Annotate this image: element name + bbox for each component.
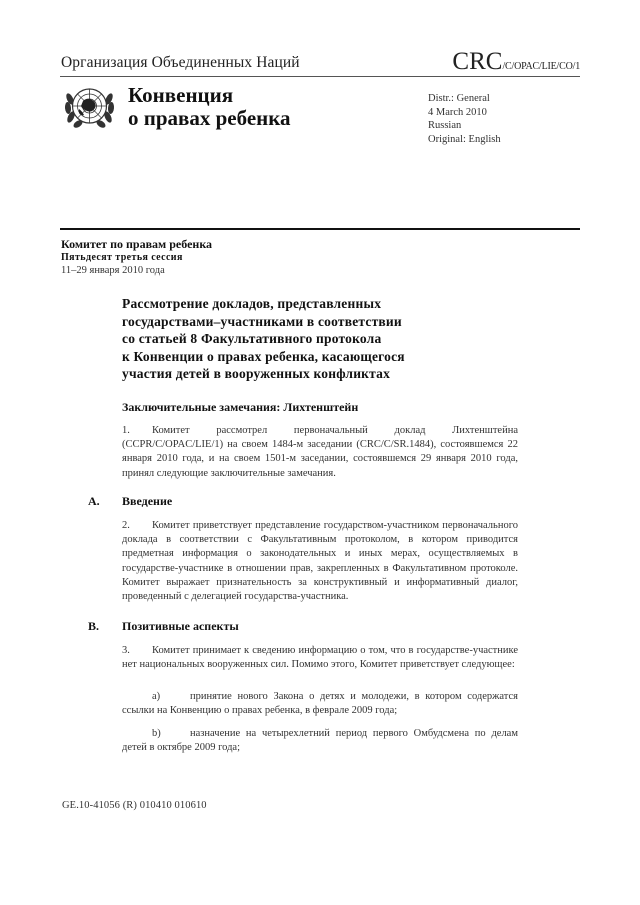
session-dates: 11–29 января 2010 года [61, 265, 165, 276]
title-line: государствами–участниками в соответствии [122, 313, 402, 329]
section-b-letter: B. [88, 619, 100, 633]
symbol-main: CRC [452, 48, 503, 75]
job-number: GE.10-41056 (R) 010410 010610 [62, 800, 207, 811]
section-a-letter: A. [88, 494, 100, 508]
list-item-label: b) [152, 728, 161, 739]
distribution-block [428, 92, 501, 146]
session-name: Пятьдесят третья сессия [61, 252, 183, 263]
title-line: участия детей в вооруженных конфликтах [122, 366, 391, 381]
document-title [122, 295, 405, 383]
document-subtitle: Заключительные замечания: Лихтенштейн [122, 400, 359, 414]
paragraph-1 [122, 424, 518, 481]
paragraph-number: 1. [122, 425, 130, 436]
organization-name: Организация Объединенных Наций [61, 54, 300, 71]
original-language: Original: English [428, 133, 501, 145]
paragraph-2 [122, 519, 518, 604]
committee-name: Комитет по правам ребенка [61, 237, 213, 251]
header-rule [60, 76, 580, 77]
document-language: Russian [428, 120, 462, 131]
document-symbol [452, 48, 580, 76]
paragraph-text: Комитет приветствует представление государством-участником первоначального доклада в соответствии с Факультативным протоколом, в котором приводится предметная информация о законодательных и иных мерах, осуществляемых в государстве-участнике в отношении прав, закрепленных в Факультативном протоколе. Комитет выражает признательность за конструктивный и информативный диалог, проведенный с делегацией государства-участника. [122, 520, 518, 603]
committee-block [61, 238, 212, 277]
title-line: Рассмотрение докладов, представленных [122, 296, 382, 311]
header-divider [60, 228, 580, 230]
list-item-text: принятие нового Закона о детях и молодежи, в котором содержатся ссылки на Конвенцию о правах ребенка, в феврале 2009 года; [122, 691, 518, 717]
paragraph-number: 3. [122, 645, 130, 656]
convention-title [128, 84, 291, 130]
title-line: к Конвенции о правах ребенка, касающегося [122, 348, 405, 364]
list-item-b [122, 727, 518, 755]
title-line: со статьей 8 Факультативного протокола [122, 331, 382, 346]
list-item-label: a) [152, 691, 161, 702]
paragraph-3 [122, 644, 518, 672]
paragraph-text: Комитет принимает к сведению информацию о том, что в государстве-участнике нет национальных вооруженных сил. Помимо этого, Комитет приветствует следующее: [122, 645, 518, 671]
un-emblem-icon [63, 81, 116, 131]
paragraph-number: 2. [122, 520, 130, 531]
paragraph-text: Комитет рассмотрел первоначальный доклад Лихтенштейна (CCPR/C/OPAC/LIE/1) на своем 1484-м заседании (CRC/C/SR.1484), состоявшемся 22 января 2010 года, и на своем 1501-м заседании, состоявшемся 29 января 2010 года, принял следующие заключительные замечания. [122, 425, 518, 479]
convention-title-line1: Конвенция [128, 83, 234, 107]
section-a-heading: Введение [122, 494, 173, 508]
symbol-suffix: /C/OPAC/LIE/CO/1 [502, 61, 580, 72]
section-b-heading: Позитивные аспекты [122, 619, 239, 633]
convention-title-line2: о правах ребенка [128, 106, 291, 130]
document-date: 4 March 2010 [428, 106, 487, 118]
distribution: Distr.: General [428, 93, 490, 104]
list-item-text: назначение на четырехлетний период первого Омбудсмена по делам детей в октябре 2009 года; [122, 728, 518, 754]
list-item-a [122, 690, 518, 718]
